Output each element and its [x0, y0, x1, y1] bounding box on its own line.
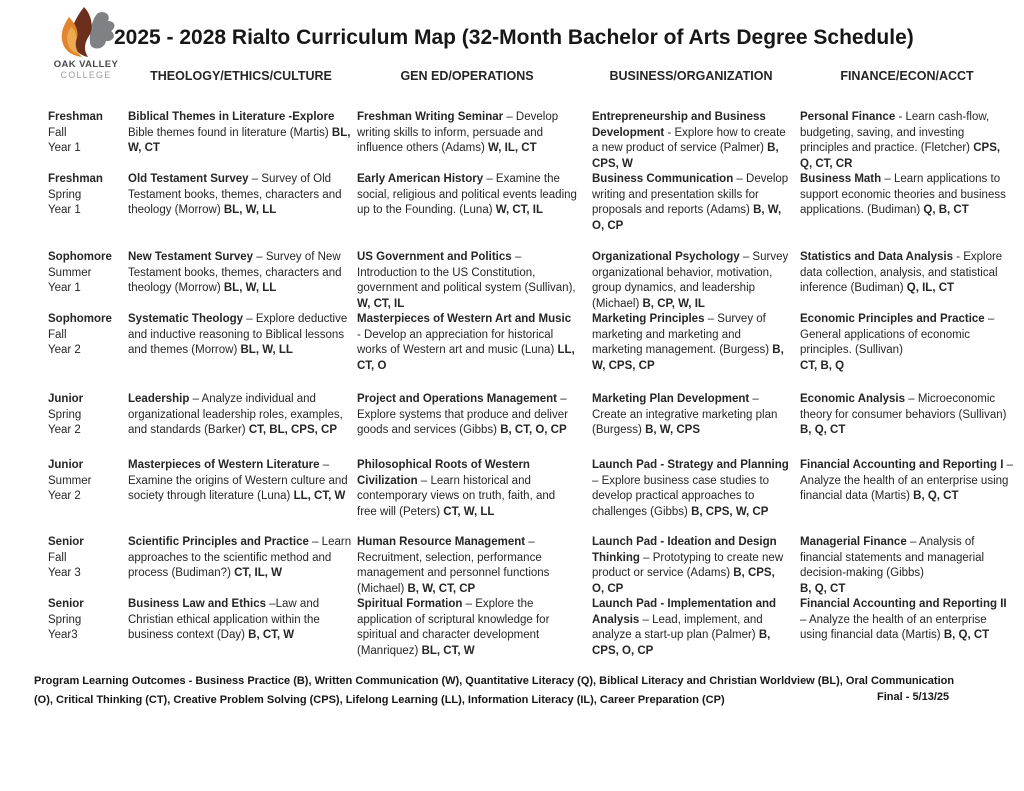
program-learning-outcomes-legend	[34, 672, 986, 709]
row-1-theology-course	[128, 110, 354, 157]
row-8-term	[48, 597, 126, 644]
course-codes: BL, W, LL	[240, 344, 293, 356]
term-level: Junior	[48, 459, 84, 471]
course-title: Systematic Theology	[128, 313, 244, 325]
column-header-finance: FINANCE/ECON/ACCT	[840, 69, 974, 83]
course-title: Launch Pad - Implementation and Analysis	[592, 598, 777, 626]
course-desc: – Analyze the health of an enterprise using financial data (Martis)	[800, 613, 987, 641]
row-8-gened-course	[357, 597, 577, 659]
course-desc: - Learn cash-flow, budgeting, saving, and investing principles and practice. (Fletcher)	[800, 111, 990, 154]
course-codes: B, CPS, W, CP	[691, 505, 769, 518]
row-6-business-course	[592, 458, 790, 520]
course-desc: – Microeconomic theory for consumer behaviors (Sullivan)	[800, 393, 1007, 421]
course-codes: CT, BL, CPS, CP	[248, 424, 338, 436]
course-codes: B, Q, CT	[800, 424, 846, 436]
row-2-finance-course	[800, 172, 1014, 219]
course-title: Early American History	[357, 173, 484, 185]
course-codes: CT, IL, W	[234, 567, 283, 579]
row-2-term	[48, 172, 126, 219]
page-title: 2025 - 2028 Rialto Curriculum Map (32-Month Bachelor of Arts Degree Schedule)	[114, 26, 914, 49]
course-title: Launch Pad - Ideation and Design Thinking	[592, 536, 777, 564]
row-3-finance-course	[800, 250, 1014, 297]
course-codes: B, CP, W, IL	[642, 297, 705, 310]
row-1-business-course	[592, 110, 790, 172]
row-6-finance-course	[800, 458, 1014, 505]
row-7-finance-course	[800, 535, 1014, 597]
course-desc: – Explore business case studies to develop practical approaches to challenges (Gibbs)	[592, 474, 770, 518]
logo-college-sub: COLLEGE	[60, 70, 112, 80]
term-season: Fall	[48, 328, 67, 341]
course-title: Freshman Writing Seminar	[357, 111, 504, 123]
course-desc: – Develop writing skills to inform, persuade and influence others (Adams)	[357, 111, 559, 154]
term-level: Sophomore	[48, 313, 112, 325]
course-codes: CPS, Q, CT, CR	[800, 142, 1001, 170]
course-title: Economic Principles and Practice	[800, 313, 985, 325]
course-title: Masterpieces of Western Art and Music	[357, 313, 572, 325]
course-title: Entrepreneurship and Business Development	[592, 111, 766, 139]
term-year: Year 1	[48, 142, 81, 154]
course-desc: – Learn applications to support economic theories and business applications. (Budiman)	[800, 173, 1006, 216]
course-codes: B, CPS, O, CP	[592, 567, 775, 595]
course-codes: B, CPS, O, CP	[592, 629, 771, 657]
row-3-business-course	[592, 250, 790, 312]
course-title: Managerial Finance	[800, 536, 907, 548]
term-season: Summer	[48, 474, 92, 487]
course-codes: LL, CT, O	[357, 344, 575, 372]
row-4-theology-course	[128, 312, 354, 359]
column-header-gened: GEN ED/OPERATIONS	[400, 69, 534, 83]
row-8-business-course	[592, 597, 790, 659]
row-6-term	[48, 458, 126, 505]
term-year: Year 2	[48, 490, 81, 502]
term-season: Spring	[48, 408, 82, 421]
course-desc: - Explore data collection, analysis, and statistical inference (Budiman)	[800, 251, 1003, 294]
course-codes: BL, W, LL	[223, 282, 277, 294]
row-6-theology-course	[128, 458, 354, 505]
row-4-term	[48, 312, 126, 359]
row-3-gened-course	[357, 250, 577, 312]
course-desc: – General applications of economic principles. (Sullivan)	[800, 313, 995, 356]
course-codes: B, CT, O, CP	[500, 424, 567, 436]
legend-line-1: Program Learning Outcomes - Business Practice (B), Written Communication (W), Quantitative Literacy (Q), Biblical Literacy and Christian Worldview (BL), Oral Communication	[34, 675, 955, 687]
course-desc: – Introduction to the US Constitution, government and political system (Sullivan),	[357, 251, 576, 294]
course-title: Organizational Psychology	[592, 251, 740, 263]
row-2-business-course	[592, 172, 790, 234]
row-3-theology-course	[128, 250, 354, 297]
term-year: Year3	[48, 629, 78, 641]
term-level: Junior	[48, 393, 84, 405]
course-title: Financial Accounting and Reporting I	[800, 459, 1004, 471]
course-codes: B, W, CPS, CP	[592, 344, 784, 372]
course-title: Old Testament Survey	[128, 173, 249, 185]
course-codes: B, W, CPS	[645, 424, 701, 436]
term-year: Year 2	[48, 344, 81, 356]
course-desc: – Survey of New Testament books, themes, characters and theology (Morrow)	[128, 251, 342, 294]
row-2-gened-course	[357, 172, 577, 219]
course-desc: - Develop an appreciation for historical works of Western art and music (Luna)	[357, 328, 555, 356]
row-7-term	[48, 535, 126, 582]
course-title: Marketing Plan Development	[592, 393, 750, 405]
column-header-theology: THEOLOGY/ETHICS/CULTURE	[150, 69, 332, 83]
course-desc: – Analysis of financial statements and managerial decision-making (Gibbs)	[800, 536, 985, 579]
row-5-gened-course	[357, 392, 577, 439]
course-desc: - Explore how to create a new product of service (Palmer)	[592, 126, 786, 154]
course-codes: LL, CT, W	[293, 490, 346, 502]
course-codes: B, CT, W	[248, 629, 295, 641]
course-desc: – Examine the origins of Western culture and society through literature (Luna)	[128, 459, 348, 502]
term-level: Freshman	[48, 111, 103, 123]
course-codes: B, CPS, W	[592, 142, 779, 170]
term-season: Spring	[48, 613, 82, 626]
row-8-theology-course	[128, 597, 354, 644]
row-5-finance-course	[800, 392, 1014, 439]
course-codes: Q, IL, CT	[906, 282, 955, 294]
course-codes: W, CT, IL	[357, 297, 405, 310]
row-4-finance-course	[800, 312, 1014, 374]
course-desc: – Create an integrative marketing plan (Burgess)	[592, 393, 778, 436]
course-desc: – Survey of marketing and marketing and marketing management. (Burgess)	[592, 313, 770, 356]
row-7-gened-course	[357, 535, 577, 597]
row-5-theology-course	[128, 392, 354, 439]
course-desc: – Explore deductive and inductive reasoning to Biblical lessons and themes (Morrow)	[128, 313, 348, 356]
course-title: Masterpieces of Western Literature	[128, 459, 320, 471]
term-season: Fall	[48, 551, 67, 564]
course-title: New Testament Survey	[128, 251, 254, 263]
course-codes: CT, B, Q	[800, 359, 845, 372]
row-1-finance-course	[800, 110, 1014, 172]
course-title: Biblical Themes in Literature -Explore	[128, 111, 335, 123]
course-desc: – Develop writing and presentation skills for proposals and reports (Adams)	[592, 173, 789, 216]
term-season: Fall	[48, 126, 67, 139]
course-desc: – Analyze the health of an enterprise using financial data (Martis)	[800, 459, 1013, 502]
course-desc: – Prototyping to create new product or service (Adams)	[592, 551, 784, 579]
course-title: Business Communication	[592, 173, 734, 185]
course-codes: B, W, O, CP	[592, 204, 782, 232]
term-year: Year 1	[48, 282, 81, 294]
course-codes: B, Q, CT	[800, 582, 846, 595]
course-title: Business Math	[800, 173, 882, 185]
course-desc: – Analyze individual and organizational leadership roles, examples, and standards (Barker)	[128, 393, 343, 436]
column-header-business: BUSINESS/ORGANIZATION	[609, 69, 773, 83]
course-title: Economic Analysis	[800, 393, 906, 405]
course-codes: CT, W, LL	[443, 505, 495, 518]
term-year: Year 3	[48, 567, 81, 579]
row-7-theology-course	[128, 535, 354, 582]
term-year: Year 1	[48, 204, 81, 216]
course-title: Spiritual Formation	[357, 598, 463, 610]
final-date-label: Final - 5/13/25	[877, 690, 950, 703]
row-4-business-course	[592, 312, 790, 374]
course-desc: – Learn approaches to the scientific method and process (Budiman?)	[128, 536, 352, 579]
course-desc: – Recruitment, selection, performance management and personnel functions (Michael)	[357, 536, 550, 595]
row-2-theology-course	[128, 172, 354, 219]
row-7-business-course	[592, 535, 790, 597]
term-level: Senior	[48, 598, 84, 610]
course-codes: W, CT, IL	[495, 204, 544, 216]
row-1-gened-course	[357, 110, 577, 157]
logo-college-name: OAK VALLEY	[53, 59, 119, 70]
legend-line-2: (O), Critical Thinking (CT), Creative Problem Solving (CPS), Lifelong Learning (LL), Information Literacy (IL), Career Preparation (CP)	[34, 693, 725, 706]
course-title: Business Law and Ethics	[128, 598, 267, 610]
course-title: Project and Operations Management	[357, 393, 558, 405]
row-6-gened-course	[357, 458, 577, 520]
course-codes: BL, W, CT	[128, 126, 351, 154]
term-level: Senior	[48, 536, 84, 548]
course-title: Human Resource Management	[357, 536, 526, 548]
course-desc: – Learn historical and contemporary views on truth, faith, and free will (Peters)	[357, 474, 556, 518]
course-desc: –Law and Christian ethical application within the business context (Day)	[128, 598, 320, 641]
course-codes: B, Q, CT	[943, 629, 990, 641]
course-codes: B, Q, CT	[913, 490, 959, 502]
row-1-term	[48, 110, 126, 157]
course-codes: B, W, CT, CP	[407, 582, 476, 595]
course-title: Financial Accounting and Reporting II	[800, 598, 1007, 610]
term-season: Summer	[48, 266, 92, 279]
course-title: Launch Pad - Strategy and Planning	[592, 459, 789, 471]
row-4-gened-course	[357, 312, 577, 374]
term-level: Sophomore	[48, 251, 112, 263]
course-title: Marketing Principles	[592, 313, 705, 325]
course-codes: BL, CT, W	[421, 644, 475, 657]
row-3-term	[48, 250, 126, 297]
row-5-business-course	[592, 392, 790, 439]
course-title: Personal Finance	[800, 111, 896, 123]
term-year: Year 2	[48, 424, 81, 436]
course-title: Scientific Principles and Practice	[128, 536, 309, 548]
course-desc: – Survey organizational behavior, motivation, group dynamics, and leadership (Michael)	[592, 251, 789, 310]
course-desc: Bible themes found in literature (Martis)	[128, 126, 329, 139]
row-8-finance-course	[800, 597, 1014, 644]
course-title: Statistics and Data Analysis	[800, 251, 953, 263]
course-title: Leadership	[128, 393, 190, 405]
course-title: Philosophical Roots of Western Civilization	[357, 459, 530, 487]
course-codes: BL, W, LL	[223, 204, 277, 216]
course-codes: W, IL, CT	[488, 142, 537, 154]
course-title: US Government and Politics	[357, 251, 512, 263]
row-5-term	[48, 392, 126, 439]
term-level: Freshman	[48, 173, 103, 185]
course-desc: – Lead, implement, and analyze a start-up plan (Palmer)	[592, 613, 763, 641]
course-desc: – Explore systems that produce and deliver goods and services (Gibbs)	[357, 393, 568, 436]
course-desc: – Survey of Old Testament books, themes, characters and theology (Morrow)	[128, 173, 342, 216]
term-season: Spring	[48, 188, 82, 201]
course-desc: – Explore the application of scriptural knowledge for spiritual and character development (Manriquez)	[357, 598, 550, 657]
course-codes: Q, B, CT	[923, 204, 969, 216]
course-desc: – Examine the social, religious and political events leading up to the Founding. (Luna)	[357, 173, 577, 216]
